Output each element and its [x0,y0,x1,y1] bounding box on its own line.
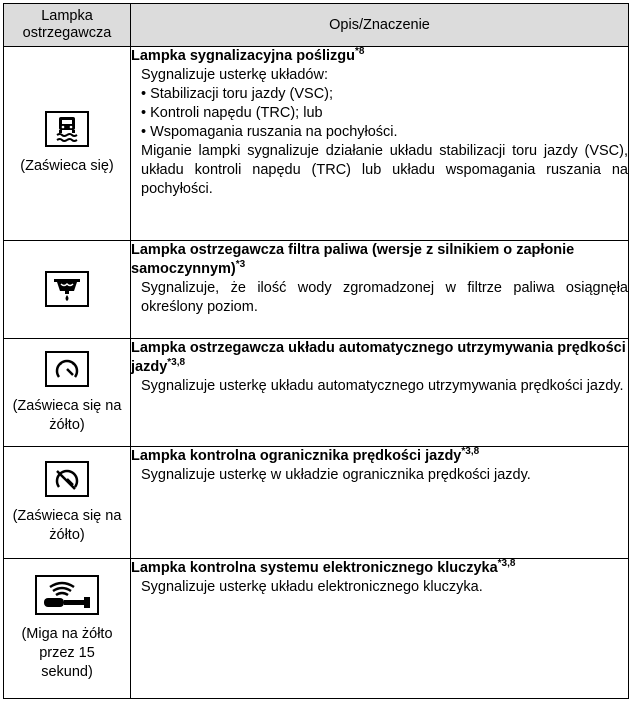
icon-note: (Zaświeca się) [20,158,114,174]
description-cell [131,447,629,559]
list-item: • Kontroli napędu (TRC); lub [131,104,628,123]
table-row [4,339,629,447]
icon-cell [4,447,131,559]
cruise-control-icon [45,351,89,387]
icon-note: (Miga na żółto przez 15 sekund) [21,626,113,680]
row-text: Sygnalizuje, że ilość wody zgromadzonej w filtrze paliwa osiągnęła określony poziom. [141,280,628,315]
fuel-filter-icon [45,271,89,307]
table-row [4,559,629,699]
icon-cell [4,559,131,699]
table-header-row [4,4,629,47]
description-content [131,447,628,485]
row-title: Lampka ostrzegawcza układu automatycznego utrzymywania prędkości jazdy$^{*3,8}$ [131,340,626,375]
list-item: • Wspomagania ruszania na pochyłości. [131,123,628,142]
icon-note: (Zaświeca się na żółto) [12,507,122,543]
icon-note: (Zaświeca się na żółto) [12,397,122,433]
description-cell [131,559,629,699]
icon-cell [4,339,131,447]
header-warning-light: Lampka ostrzegawcza [4,4,131,47]
row-title: Lampka sygnalizacyjna poślizgu$^{*8}$ [131,46,365,64]
description-content [131,559,628,597]
table-row [4,447,629,559]
icon-cell [4,47,131,241]
list-item: • Stabilizacji toru jazdy (VSC); [131,85,628,104]
description-cell [131,241,629,339]
row-extra-text: Miganie lampki sygnalizuje działanie układu stabilizacji toru jazdy (VSC), układu kontroli napędu (TRC) lub układu wspomagania ruszania na pochyłości. [141,143,628,197]
skid-indicator-icon [45,111,89,147]
table-row [4,241,629,339]
row-title: Lampka ostrzegawcza filtra paliwa (wersje z silnikiem o zapłonie samoczynnym)$^{*3}$ [131,242,575,277]
warning-lights-table [3,3,629,699]
row-text: Sygnalizuje usterkę układu automatycznego utrzymywania prędkości jazdy. [141,378,624,394]
row-text: Sygnalizuje usterkę układów: [141,67,328,83]
description-cell [131,47,629,241]
smart-key-icon [35,575,99,615]
description-cell [131,339,629,447]
row-title: Lampka kontrolna ogranicznika prędkości jazdy$^{*3,8}$ [131,446,480,464]
speed-limiter-icon [45,461,89,497]
table-row [4,47,629,241]
row-text: Sygnalizuje usterkę w układzie ogranicznika prędkości jazdy. [141,467,531,483]
icon-cell [4,241,131,339]
row-title: Lampka kontrolna systemu elektronicznego kluczyka$^{*3,8}$ [131,558,516,576]
header-description: Opis/Znaczenie [131,4,629,47]
row-text: Sygnalizuje usterkę układu elektronicznego kluczyka. [141,579,483,595]
